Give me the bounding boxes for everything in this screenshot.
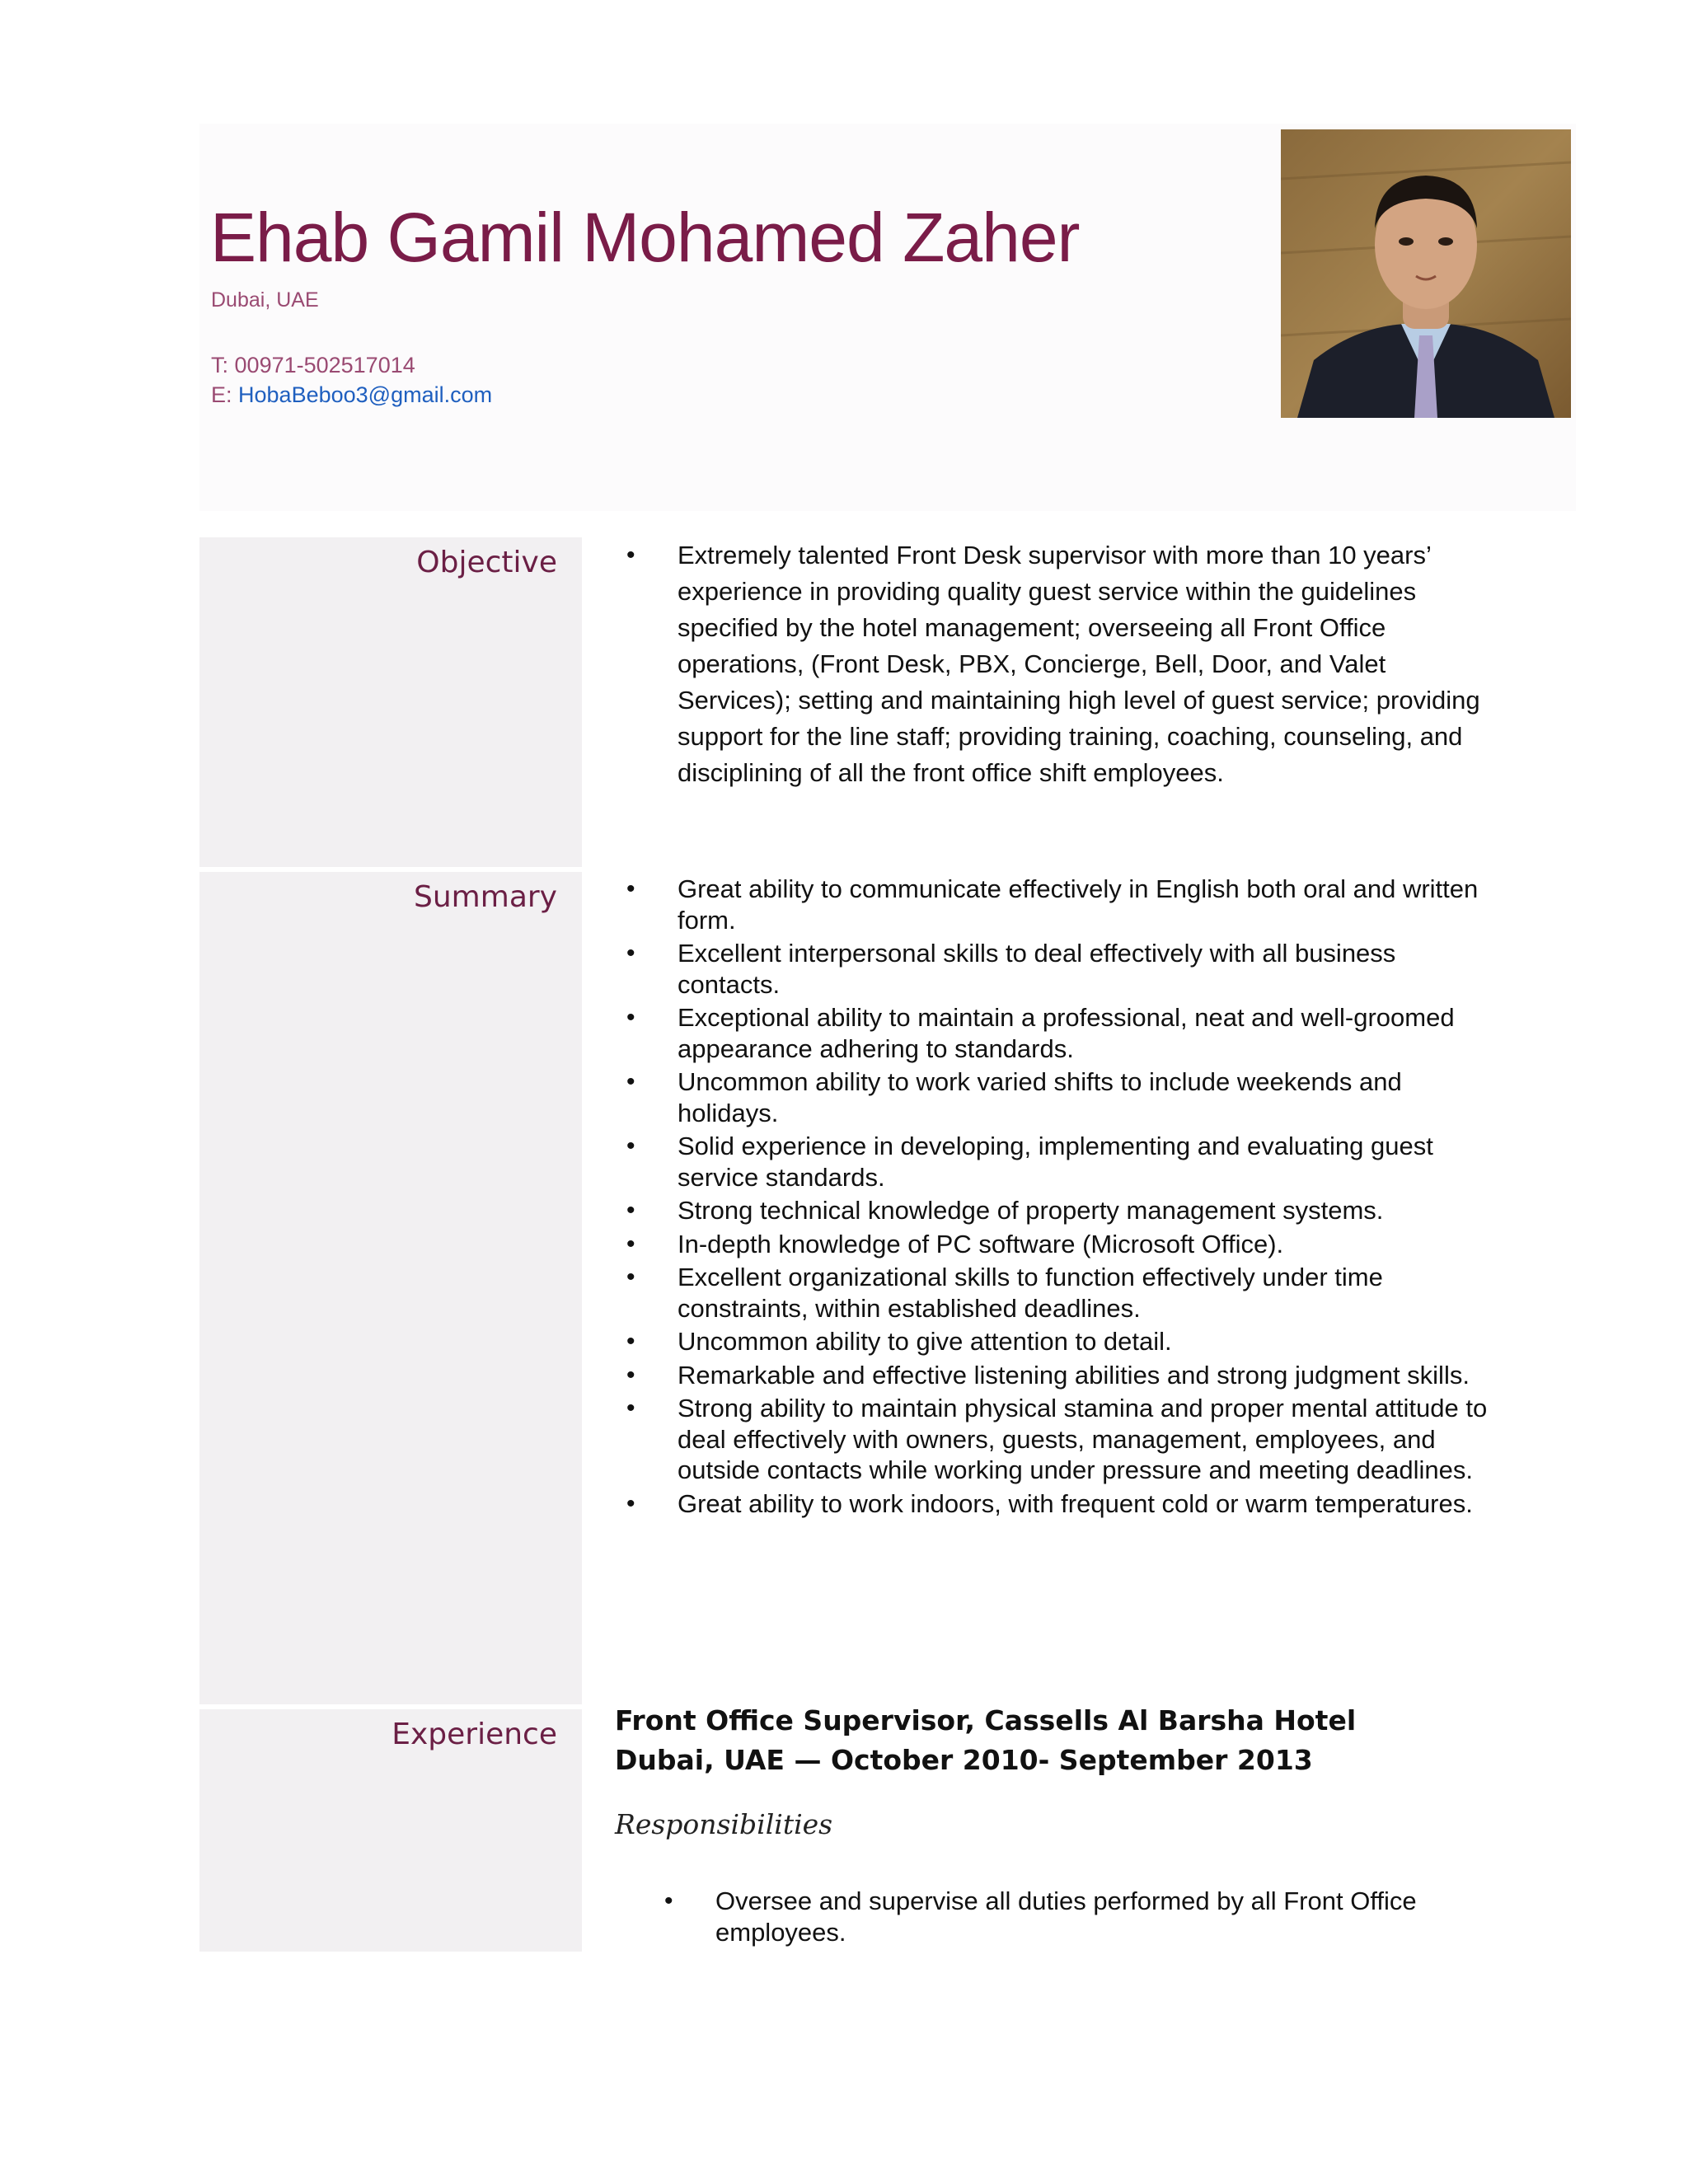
responsibilities-list <box>664 1886 1497 1948</box>
phone-number: 00971-502517014 <box>234 353 415 377</box>
objective-list <box>626 537 1500 791</box>
objective-heading: Objective <box>416 546 557 579</box>
summary-item: • Great ability to work indoors, with frequent cold or warm temperatures. <box>626 1488 1500 1520</box>
summary-item: • Excellent organizational skills to function effectively under time constraints, within established deadlines. <box>626 1262 1500 1324</box>
summary-heading: Summary <box>414 880 557 914</box>
email-label: E: <box>211 382 232 407</box>
experience-heading: Experience <box>392 1718 557 1751</box>
summary-item: • Excellent interpersonal skills to deal effectively with all business contacts. <box>626 938 1500 1000</box>
summary-item: • Exceptional ability to maintain a professional, neat and well-groomed appearance adhering to standards. <box>626 1002 1500 1064</box>
objective-label-panel <box>199 537 582 867</box>
experience-label-panel <box>199 1709 582 1952</box>
job-title: Front Office Supervisor, Cassells Al Barsha Hotel <box>615 1704 1357 1736</box>
profile-photo <box>1281 129 1571 418</box>
summary-item: • Uncommon ability to work varied shifts to include weekends and holidays. <box>626 1066 1500 1128</box>
summary-list <box>626 874 1500 1521</box>
summary-item: • Great ability to communicate effectively in English both oral and written form. <box>626 874 1500 935</box>
summary-item: • Uncommon ability to give attention to detail. <box>626 1326 1500 1357</box>
job-location-dates: Dubai, UAE — October 2010- September 2013 <box>615 1744 1313 1776</box>
summary-item: • In-depth knowledge of PC software (Microsoft Office). <box>626 1229 1500 1260</box>
objective-item: • Extremely talented Front Desk supervisor with more than 10 years’ experience in providing quality guest service within the guidelines specified by the hotel management; overseeing all Front Office operations, (Front Desk, PBX, Concierge, Bell, Door, and Valet Services); setting and maintaining high level of guest service; providing support for the line staff; providing training, coaching, counseling, and disciplining of all the front office shift employees. <box>626 537 1500 791</box>
phone-line <box>211 353 415 378</box>
responsibilities-heading: Responsibilities <box>615 1808 833 1840</box>
summary-item: • Remarkable and effective listening abilities and strong judgment skills. <box>626 1360 1500 1391</box>
summary-item: • Strong ability to maintain physical stamina and proper mental attitude to deal effectively with owners, guests, management, employees, and outside contacts while working under pressure and meeting deadlines. <box>626 1393 1500 1486</box>
candidate-name: Ehab Gamil Mohamed Zaher <box>210 199 1080 276</box>
email-link[interactable]: HobaBeboo3@gmail.com <box>238 382 493 407</box>
summary-label-panel <box>199 872 582 1704</box>
summary-item: • Strong technical knowledge of property management systems. <box>626 1195 1500 1226</box>
email-line <box>211 382 492 408</box>
summary-item: • Solid experience in developing, implementing and evaluating guest service standards. <box>626 1131 1500 1193</box>
responsibility-item: • Oversee and supervise all duties performed by all Front Office employees. <box>664 1886 1497 1948</box>
candidate-location: Dubai, UAE <box>211 288 319 312</box>
phone-label: T: <box>211 353 229 377</box>
